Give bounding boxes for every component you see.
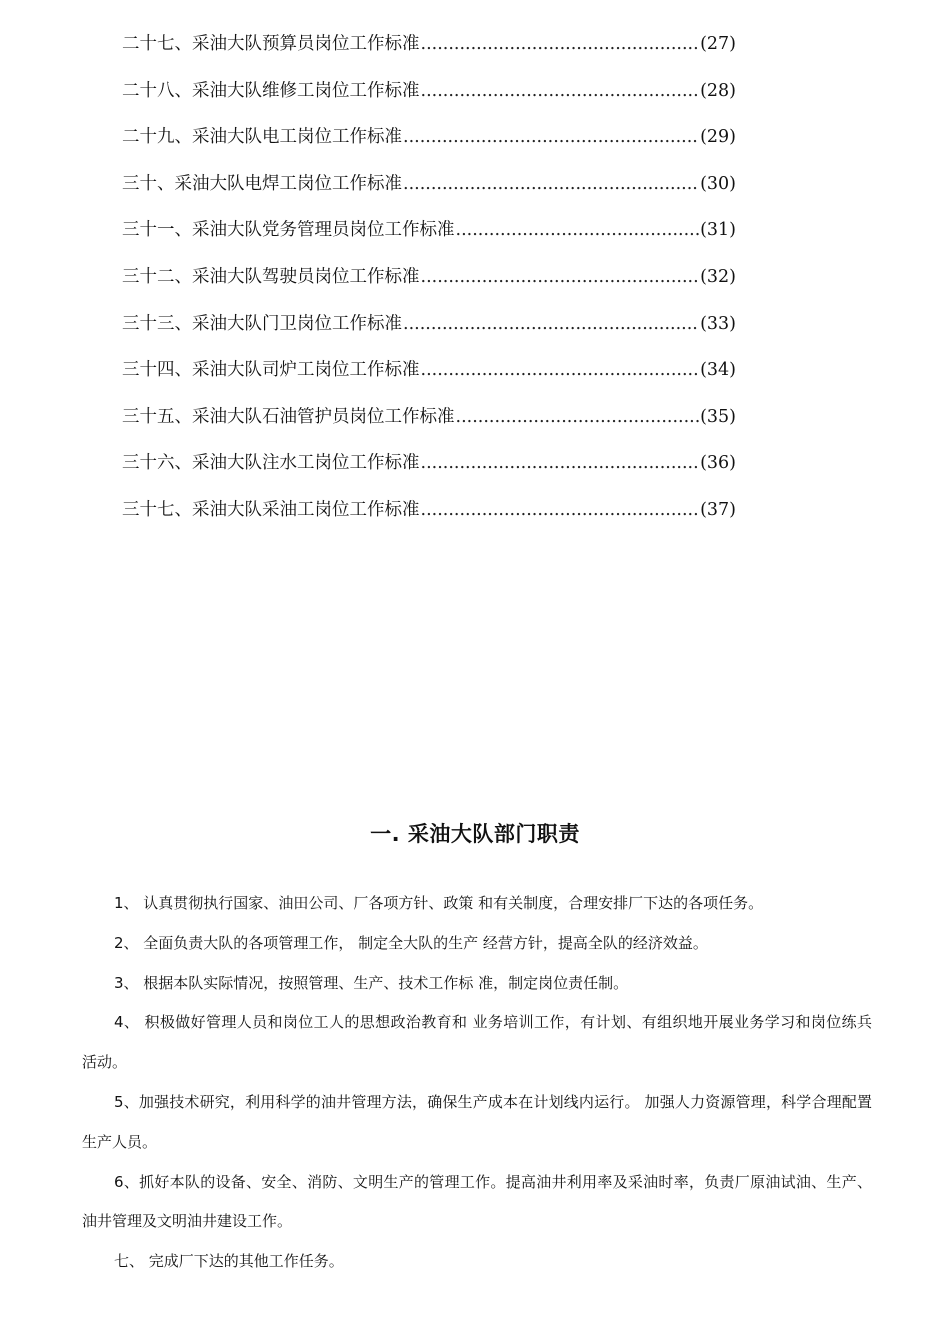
toc-entry-page: (27): [700, 34, 736, 54]
table-of-contents: [122, 28, 736, 541]
toc-entry-title: 三十三、采油大队门卫岗位工作标准: [122, 313, 402, 334]
toc-entry-page: (37): [700, 499, 736, 520]
toc-entry-page: (28): [700, 80, 736, 101]
toc-entry-title: 二十八、采油大队维修工岗位工作标准: [122, 80, 420, 101]
toc-leader-dots: [456, 401, 700, 433]
toc-leader-dots: [421, 261, 700, 293]
toc-entry-title: 二十七、采油大队预算员岗位工作标准: [122, 34, 420, 54]
toc-entry[interactable]: [122, 214, 736, 261]
section-body: [82, 884, 872, 1282]
toc-entry[interactable]: [122, 494, 736, 541]
duty-paragraph: 5、加强技术研究，利用科学的油井管理方法，确保生产成本在计划线内运行。 加强人力资源管理，科学合理配置生产人员。: [82, 1092, 872, 1151]
duty-paragraph: 2、 全面负责大队的各项管理工作， 制定全大队的生产 经营方针，提高全队的经济效益。: [114, 933, 708, 952]
toc-leader-dots: [421, 75, 700, 107]
toc-leader-dots: [403, 168, 699, 200]
toc-entry-page: (30): [700, 173, 736, 194]
section-title: 一. 采油大队部门职责: [370, 822, 580, 847]
toc-entry-page: (34): [700, 360, 736, 381]
toc-entry-page: (33): [700, 313, 736, 334]
duty-paragraph: 4、 积极做好管理人员和岗位工人的思想政治教育和 业务培训工作，有计划、有组织地开展业务学习和岗位练兵 活动。: [82, 1013, 872, 1072]
toc-entry-title: 三十一、采油大队党务管理员岗位工作标准: [122, 220, 455, 241]
toc-leader-dots: [421, 354, 700, 386]
duty-paragraph: 3、 根据本队实际情况，按照管理、生产、技术工作标 准，制定岗位责任制。: [114, 973, 629, 992]
toc-entry-title: 三十六、采油大队注水工岗位工作标准: [122, 453, 420, 474]
toc-entry[interactable]: [122, 354, 736, 401]
toc-leader-dots: [456, 214, 700, 246]
toc-entry[interactable]: [122, 121, 736, 168]
toc-leader-dots: [403, 121, 699, 153]
toc-entry-title: 三十、采油大队电焊工岗位工作标准: [122, 173, 402, 194]
toc-entry[interactable]: [122, 401, 736, 448]
toc-leader-dots: [421, 494, 700, 526]
toc-entry[interactable]: [122, 168, 736, 215]
toc-entry-title: 三十五、采油大队石油管护员岗位工作标准: [122, 406, 455, 427]
toc-entry[interactable]: [122, 75, 736, 122]
duty-paragraph: 七、 完成厂下达的其他工作任务。: [114, 1252, 344, 1271]
toc-entry-page: (36): [700, 453, 736, 474]
toc-entry[interactable]: [122, 447, 736, 494]
toc-entry-title: 二十九、采油大队电工岗位工作标准: [122, 127, 402, 148]
toc-entry-page: (31): [700, 220, 736, 241]
toc-entry[interactable]: [122, 261, 736, 308]
toc-entry-title: 三十七、采油大队采油工岗位工作标准: [122, 499, 420, 520]
toc-entry-page: (35): [700, 406, 736, 427]
duty-paragraph: 1、 认真贯彻执行国家、油田公司、厂各项方针、政策 和有关制度，合理安排厂下达的各项任务。: [114, 894, 764, 912]
toc-entry[interactable]: [122, 308, 736, 355]
duty-paragraph: 6、抓好本队的设备、安全、消防、文明生产的管理工作。提高油井利用率及采油时率，负责厂原油试油、生产、油井管理及文明油井建设工作。: [82, 1172, 872, 1231]
toc-entry-title: 三十二、采油大队驾驶员岗位工作标准: [122, 266, 420, 287]
toc-entry[interactable]: [122, 28, 736, 75]
toc-leader-dots: [421, 447, 700, 479]
toc-leader-dots: [403, 308, 699, 340]
toc-entry-page: (29): [700, 127, 736, 148]
toc-entry-title: 三十四、采油大队司炉工岗位工作标准: [122, 360, 420, 381]
toc-entry-page: (32): [700, 266, 736, 287]
toc-leader-dots: [421, 28, 700, 60]
